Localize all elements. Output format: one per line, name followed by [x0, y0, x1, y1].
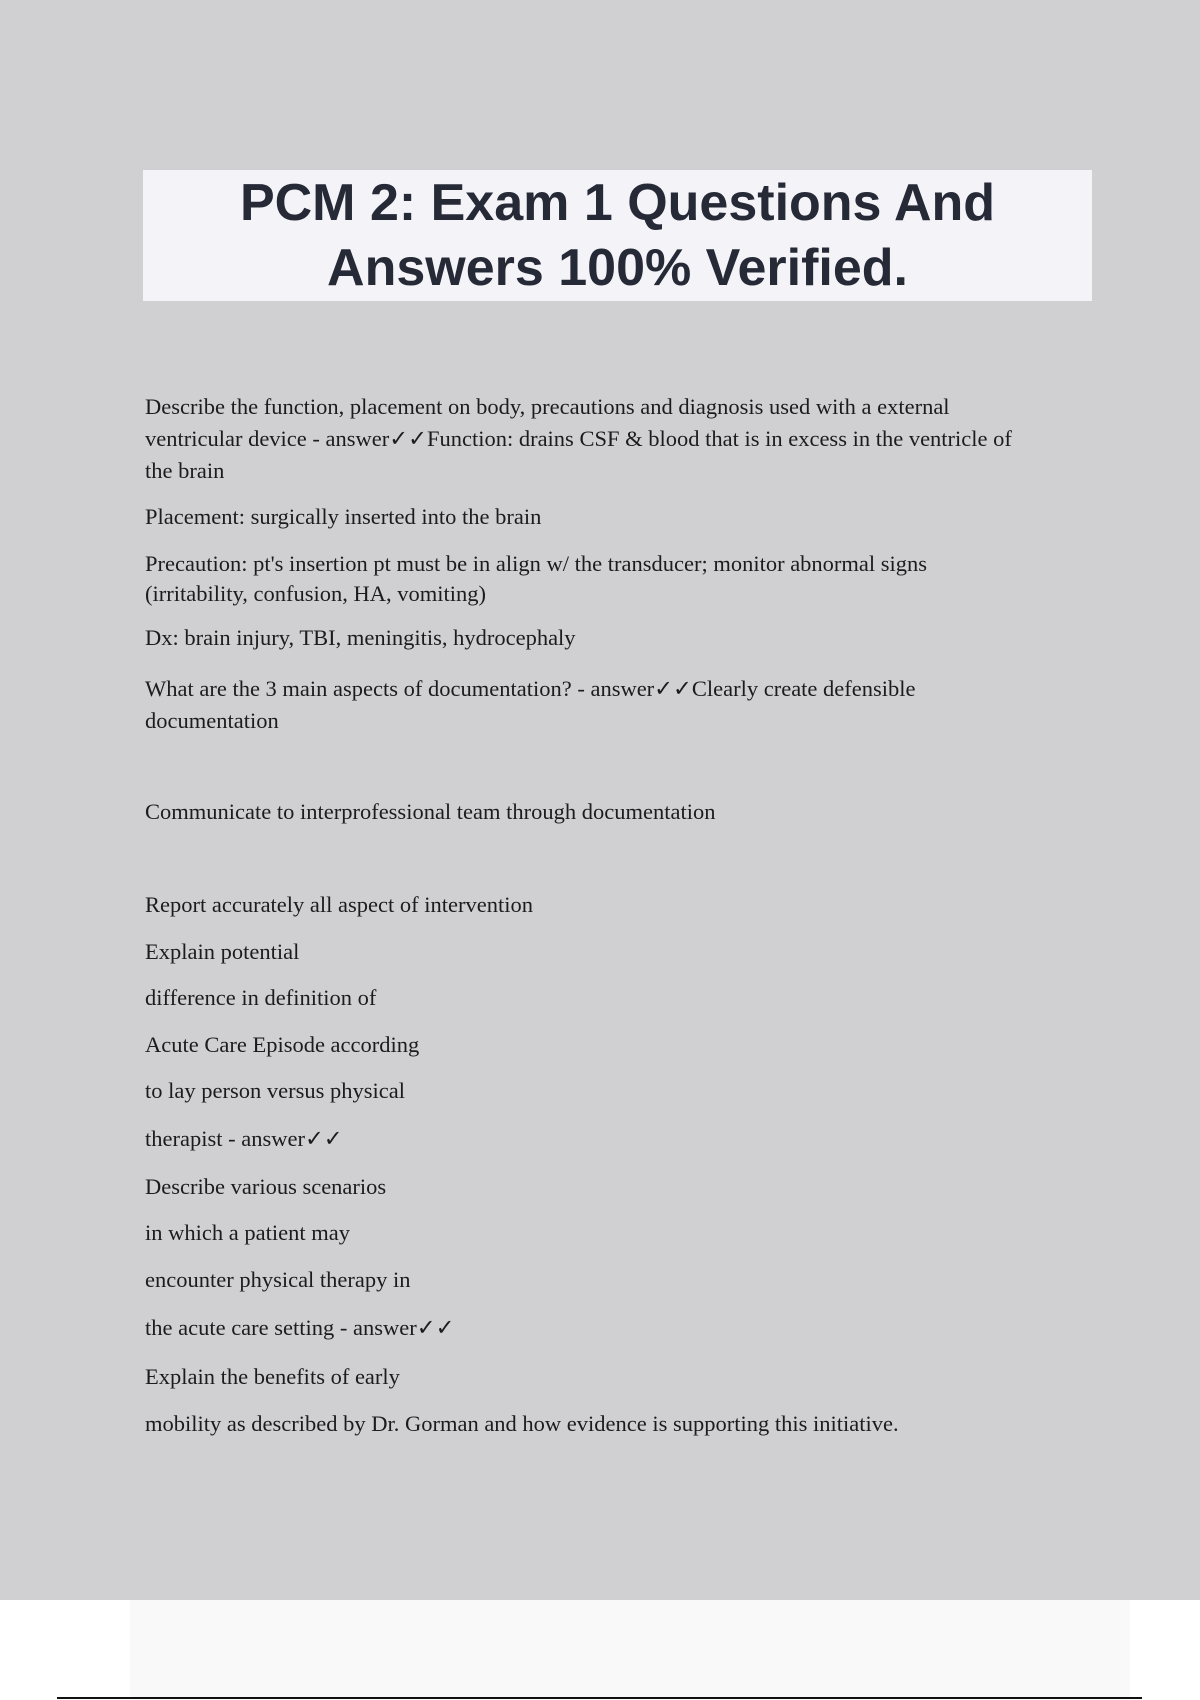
text-line: ventricular device - answer✓✓Function: drains CSF & blood that is in excess in the ventricle of	[145, 426, 1012, 451]
page-divider	[57, 1697, 1142, 1699]
text-line: What are the 3 main aspects of documentation? - answer✓✓Clearly create defensible	[145, 676, 916, 701]
text-line: Communicate to interprofessional team through documentation	[145, 799, 716, 824]
text-line: the brain	[145, 458, 225, 483]
text-line: encounter physical therapy in	[145, 1267, 411, 1292]
text-line: documentation	[145, 708, 279, 733]
text-line: Describe the function, placement on body, precautions and diagnosis used with a external	[145, 394, 950, 419]
text-line: to lay person versus physical	[145, 1078, 405, 1103]
title-line-1: PCM 2: Exam 1 Questions And	[239, 173, 996, 232]
text-line: in which a patient may	[145, 1220, 350, 1245]
text-line: Dx: brain injury, TBI, meningitis, hydrocephaly	[145, 625, 576, 650]
text-line: Explain the benefits of early	[145, 1364, 400, 1389]
text-line: (irritability, confusion, HA, vomiting)	[145, 581, 486, 606]
text-line: Report accurately all aspect of intervention	[145, 892, 533, 917]
text-line: Placement: surgically inserted into the brain	[145, 504, 542, 529]
title-line-2: Answers 100% Verified.	[327, 238, 908, 297]
text-line: Describe various scenarios	[145, 1174, 387, 1199]
text-line: Acute Care Episode according	[145, 1032, 420, 1057]
text-line: therapist - answer✓✓	[145, 1126, 343, 1151]
title-box	[143, 170, 1092, 301]
text-line: Precaution: pt's insertion pt must be in align w/ the transducer; monitor abnormal signs	[145, 551, 928, 576]
text-line: Explain potential	[145, 939, 300, 964]
text-line: mobility as described by Dr. Gorman and how evidence is supporting this initiative.	[145, 1411, 899, 1436]
text-line: difference in definition of	[145, 985, 377, 1010]
next-page-preview	[130, 1600, 1130, 1698]
text-line: the acute care setting - answer✓✓	[145, 1315, 455, 1340]
page-title	[240, 171, 995, 301]
